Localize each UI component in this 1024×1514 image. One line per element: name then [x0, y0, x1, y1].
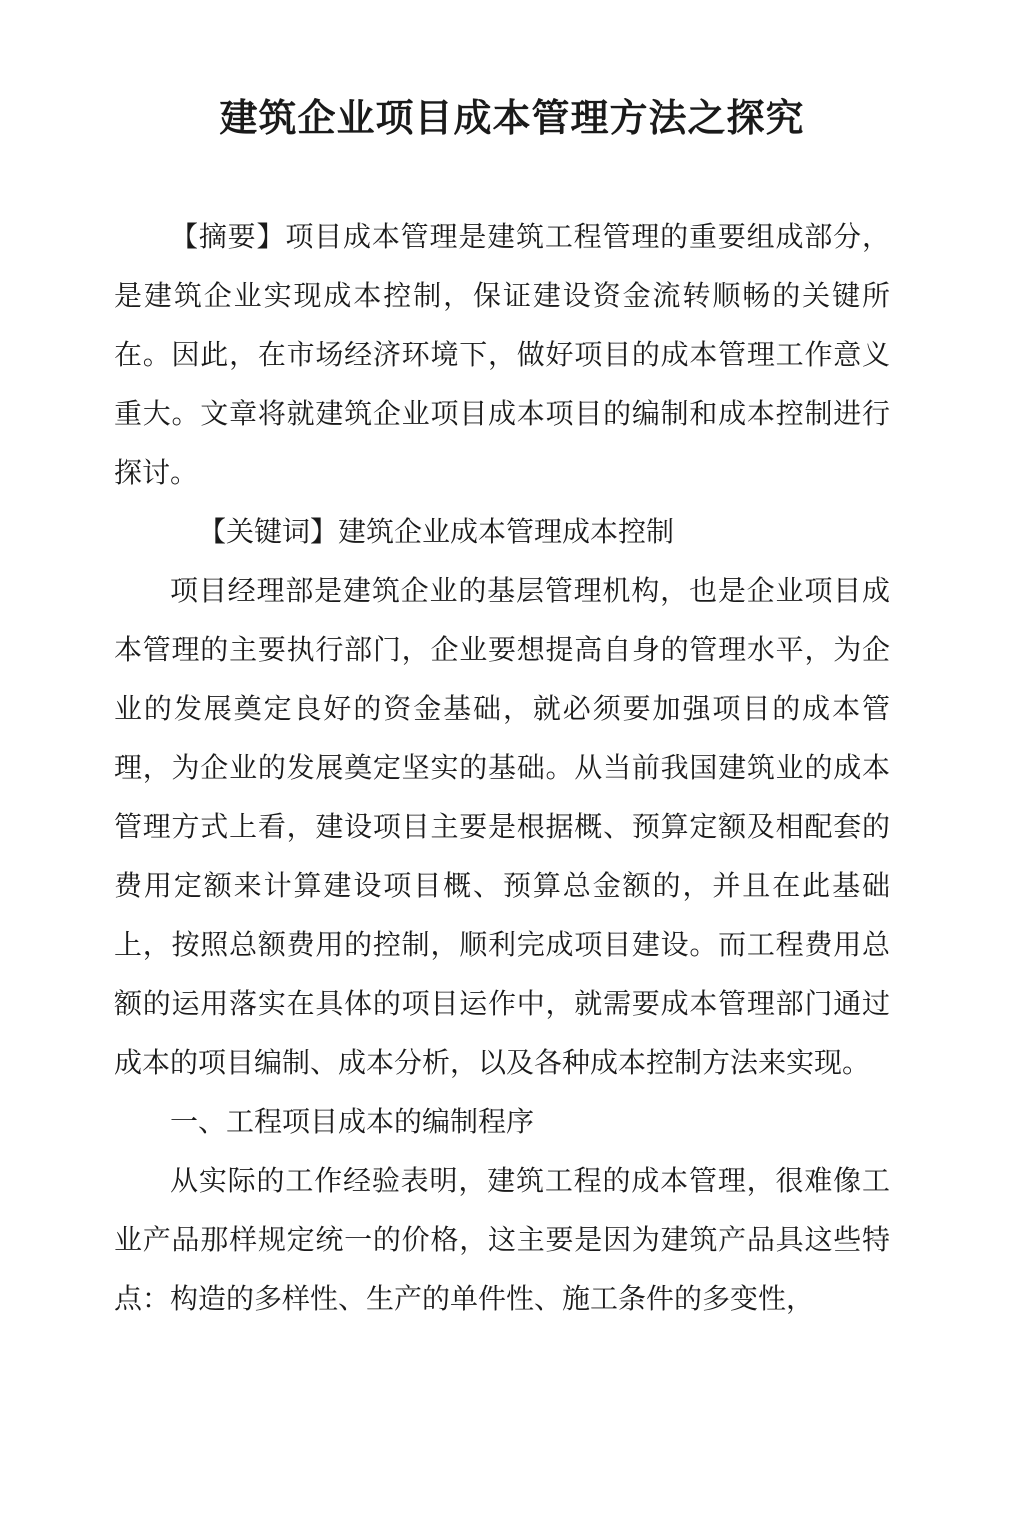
keywords-paragraph: 【关键词】建筑企业成本管理成本控制 [198, 515, 675, 548]
section-heading: 一、工程项目成本的编制程序 [170, 1105, 535, 1138]
section-body-paragraph: 从实际的工作经验表明，建筑工程的成本管理，很难像工业产品那样规定统一的价格，这主要是因为建筑产品具这些特点：构造的多样性、生产的单件性、施工条件的多变性， [114, 1164, 890, 1315]
abstract-paragraph: 【摘要】项目成本管理是建筑工程管理的重要组成部分，是建筑企业实现成本控制，保证建设资金流转顺畅的关键所在。因此，在市场经济环境下，做好项目的成本管理工作意义重大。文章将就建筑企业项目成本项目的编制和成本控制进行探讨。 [114, 220, 890, 489]
document-title: 建筑企业项目成本管理方法之探究 [219, 96, 805, 140]
document-body [114, 207, 890, 1328]
intro-paragraph: 项目经理部是建筑企业的基层管理机构，也是企业项目成本管理的主要执行部门，企业要想提高自身的管理水平，为企业的发展奠定良好的资金基础，就必须要加强项目的成本管理，为企业的发展奠定坚实的基础。从当前我国建筑业的成本管理方式上看，建设项目主要是根据概、预算定额及相配套的费用定额来计算建设项目概、预算总金额的，并且在此基础上，按照总额费用的控制，顺利完成项目建设。而工程费用总额的运用落实在具体的项目运作中，就需要成本管理部门通过成本的项目编制、成本分析，以及各种成本控制方法来实现。 [114, 574, 890, 1079]
